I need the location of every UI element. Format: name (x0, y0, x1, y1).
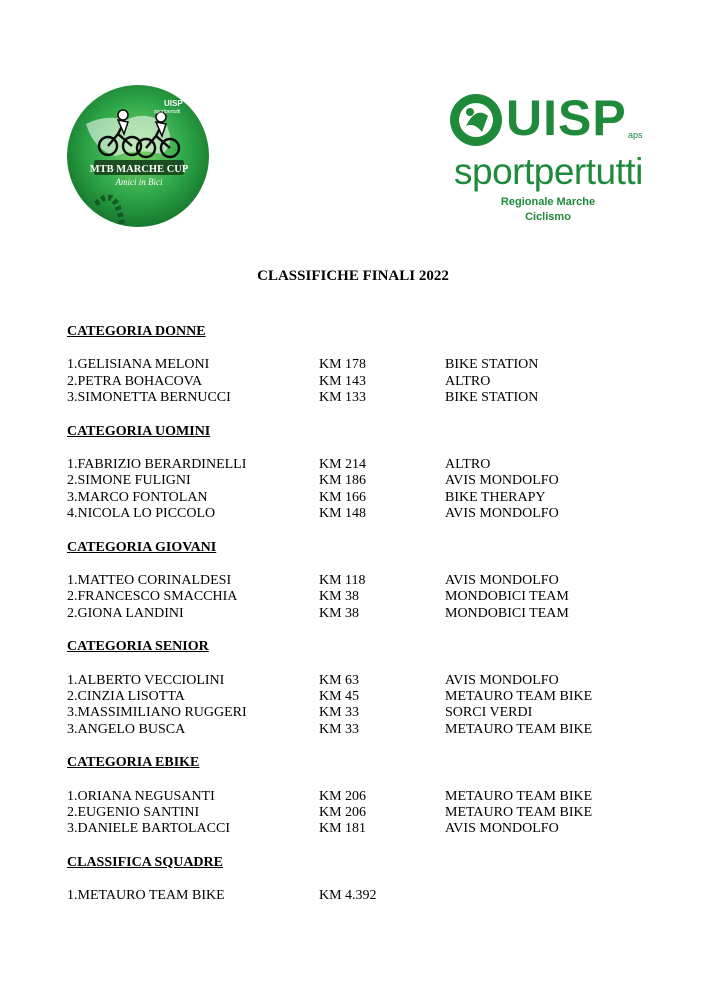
team-name: MONDOBICI TEAM (445, 605, 569, 621)
ranking-row (67, 821, 667, 837)
athlete-name: 1.MATTEO CORINALDESI (67, 572, 232, 588)
team-name: AVIS MONDOLFO (445, 572, 559, 588)
logo-badge-sub: sportpertutti (154, 109, 181, 115)
ranking-section (67, 324, 667, 407)
km-value: KM 118 (319, 572, 366, 588)
athlete-name: 2.CINZIA LISOTTA (67, 688, 185, 704)
ranking-row (67, 673, 667, 689)
logo-line1: MTB MARCHE CUP (89, 164, 189, 175)
ranking-row (67, 606, 667, 622)
logo-line2: Amici in Bici (115, 177, 163, 187)
km-value: KM 206 (319, 804, 367, 820)
uisp-word: UISP (506, 90, 627, 146)
athlete-name: 1.ORIANA NEGUSANTI (67, 788, 215, 804)
ranking-row (67, 374, 667, 390)
km-value: KM 38 (319, 605, 360, 621)
page-title: CLASSIFICHE FINALI 2022 (257, 268, 449, 284)
team-name: AVIS MONDOLFO (445, 473, 559, 489)
team-name: AVIS MONDOLFO (445, 821, 559, 837)
athlete-name: 3.MARCO FONTOLAN (67, 489, 208, 505)
athlete-name: 1.ALBERTO VECCIOLINI (67, 672, 225, 688)
team-name: METAURO TEAM BIKE (445, 788, 593, 804)
uisp-logo (448, 92, 648, 228)
uisp-sub1: Regionale Marche (500, 196, 596, 208)
km-value: KM 186 (319, 473, 367, 489)
uisp-tagline: sportpertutti (454, 151, 643, 192)
ranking-row (67, 805, 667, 821)
ranking-row (67, 573, 667, 589)
uisp-mark-icon (448, 92, 504, 148)
km-value: KM 33 (319, 721, 360, 737)
km-value: KM 206 (319, 788, 367, 804)
athlete-name: 2.SIMONE FULIGNI (67, 473, 191, 489)
ranking-row (67, 473, 667, 489)
ranking-row (67, 705, 667, 721)
ranking-row (67, 888, 667, 904)
section-title: CATEGORIA DONNE (67, 324, 206, 339)
uisp-aps: aps (628, 130, 643, 140)
team-name: BIKE STATION (445, 357, 539, 373)
athlete-name: 1.GELISIANA MELONI (67, 357, 210, 373)
ranking-row (67, 506, 667, 522)
km-value: KM 4.392 (319, 888, 377, 904)
km-value: KM 178 (319, 357, 367, 373)
section-title: CLASSIFICA SQUADRE (67, 854, 223, 870)
km-value: KM 45 (319, 688, 360, 704)
section-title: CATEGORIA SENIOR (67, 639, 209, 655)
team-name: ALTRO (445, 456, 491, 472)
km-value: KM 63 (319, 672, 360, 688)
section-title: CATEGORIA GIOVANI (67, 539, 217, 555)
ranking-section (67, 639, 667, 738)
section-title: CATEGORIA EBIKE (67, 755, 200, 771)
team-name: METAURO TEAM BIKE (445, 804, 593, 820)
team-name: MONDOBICI TEAM (445, 589, 569, 605)
ranking-section (67, 424, 667, 523)
ranking-row (67, 490, 667, 506)
logo-badge: UISP (164, 99, 183, 108)
uisp-sub2: Ciclismo (525, 211, 571, 223)
athlete-name: 2.GIONA LANDINI (67, 605, 184, 621)
km-value: KM 214 (319, 456, 367, 472)
ranking-row (67, 357, 667, 373)
ranking-row (67, 689, 667, 705)
km-value: KM 181 (319, 821, 367, 837)
ranking-row (67, 789, 667, 805)
section-title: CATEGORIA UOMINI (67, 423, 211, 439)
km-value: KM 38 (319, 589, 360, 605)
athlete-name: 2.FRANCESCO SMACCHIA (67, 589, 238, 605)
team-name: ALTRO (445, 373, 491, 389)
athlete-name: 3.DANIELE BARTOLACCI (67, 821, 231, 837)
km-value: KM 133 (319, 390, 367, 406)
athlete-name: 4.NICOLA LO PICCOLO (67, 506, 216, 522)
ranking-row (67, 457, 667, 473)
team-name: SORCI VERDI (445, 705, 533, 721)
ranking-section (67, 540, 667, 623)
ranking-row (67, 722, 667, 738)
athlete-name: 1.FABRIZIO BERARDINELLI (67, 456, 247, 472)
km-value: KM 166 (319, 489, 367, 505)
ranking-section (67, 855, 667, 905)
athlete-name: 2.PETRA BOHACOVA (67, 373, 203, 389)
ranking-section (67, 755, 667, 838)
team-name: AVIS MONDOLFO (445, 672, 559, 688)
athlete-name: 2.EUGENIO SANTINI (67, 804, 200, 820)
team-name: BIKE THERAPY (445, 489, 546, 505)
team-name: AVIS MONDOLFO (445, 506, 559, 522)
km-value: KM 143 (319, 373, 367, 389)
ranking-row (67, 390, 667, 406)
mtb-marche-cup-logo (66, 84, 210, 228)
km-value: KM 148 (319, 506, 367, 522)
athlete-name: 3.MASSIMILIANO RUGGERI (67, 705, 247, 721)
athlete-name: 1.METAURO TEAM BIKE (67, 888, 225, 904)
rankings-content (67, 324, 667, 921)
athlete-name: 3.SIMONETTA BERNUCCI (67, 390, 231, 406)
team-name: METAURO TEAM BIKE (445, 688, 593, 704)
team-name: METAURO TEAM BIKE (445, 721, 593, 737)
athlete-name: 3.ANGELO BUSCA (67, 721, 186, 737)
team-name: BIKE STATION (445, 390, 539, 406)
km-value: KM 33 (319, 705, 360, 721)
ranking-row (67, 589, 667, 605)
